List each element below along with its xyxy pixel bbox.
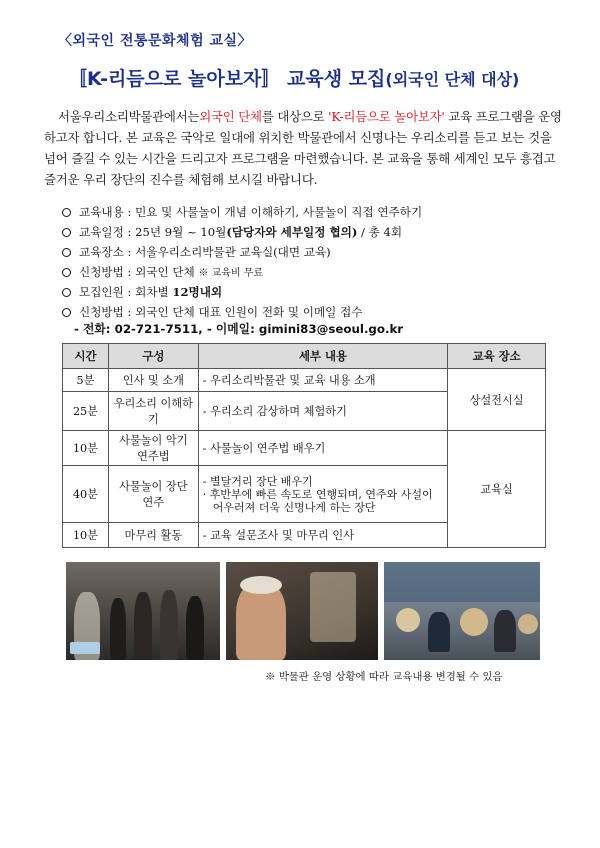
table-row bbox=[63, 369, 546, 392]
intro-text-2: 를 대상으로 bbox=[261, 109, 329, 124]
cell-part: 사물놀이 악기 연주법 bbox=[108, 431, 198, 466]
cell-part: 사물놀이 장단 연주 bbox=[108, 466, 198, 523]
photo-instrument-view bbox=[226, 562, 378, 660]
info-apply-note: ※ 교육비 무료 bbox=[198, 268, 264, 279]
info-schedule-suffix: / 총 4회 bbox=[357, 225, 403, 239]
intro-text-3: 교육 프로그램을 운영하고자 합니다. 본 교육은 국악로 일대에 위치한 박물관에서 신명나는 우리소리를 듣고 보는 것을 넘어 즐길 수 있는 시간을 드리고자 프로그램을 마련했습니다. 본 교육을 통해 세계인 모두 흥겹고 즐거운 우리 장단의 진수를 체험해 보시길 바랍니다. bbox=[44, 109, 562, 187]
table-header-row bbox=[63, 344, 546, 369]
detail-line-1: - 별달거리 장단 배우기 bbox=[202, 474, 313, 488]
intro-paragraph bbox=[44, 106, 564, 190]
cap-shape bbox=[240, 576, 282, 594]
cell-place-exhibit: 상설전시실 bbox=[448, 369, 546, 431]
person-silhouette bbox=[186, 596, 204, 660]
intro-highlight-program: 'K-리듬으로 놀아보자' bbox=[328, 109, 445, 124]
info-item-content bbox=[62, 202, 562, 222]
info-item-schedule bbox=[62, 222, 562, 242]
person-silhouette bbox=[134, 592, 152, 660]
circle-bullet-icon bbox=[62, 228, 71, 237]
cell-detail: - 우리소리 감상하며 체험하기 bbox=[198, 392, 447, 431]
info-item-place bbox=[62, 242, 562, 262]
info-schedule-bold: (담당자와 세부일정 협의) bbox=[226, 225, 358, 239]
cell-time: 40분 bbox=[63, 466, 109, 523]
person-silhouette bbox=[428, 612, 450, 652]
photo-strip bbox=[66, 562, 540, 662]
cell-detail bbox=[198, 466, 447, 523]
circle-bullet-icon bbox=[62, 288, 71, 297]
person-silhouette bbox=[110, 598, 126, 660]
program-info-list bbox=[62, 202, 562, 322]
header-time: 시간 bbox=[63, 344, 109, 369]
schedule-table bbox=[62, 343, 546, 548]
header-place: 교육 장소 bbox=[448, 344, 546, 369]
header-detail: 세부 내용 bbox=[198, 344, 447, 369]
info-apply-method-text: 신청방법 : 외국인 단체 대표 인원이 전화 및 이메일 접수 bbox=[79, 305, 363, 319]
cell-part: 우리소리 이해하기 bbox=[108, 392, 198, 431]
header-part: 구성 bbox=[108, 344, 198, 369]
cell-place-classroom: 교육실 bbox=[448, 431, 546, 548]
info-item-apply bbox=[62, 262, 562, 282]
photo-samulnori-class bbox=[384, 562, 540, 660]
person-silhouette bbox=[494, 610, 516, 652]
change-notice: ※ 박물관 운영 상황에 따라 교육내용 변경될 수 있음 bbox=[265, 671, 503, 683]
detail-line-2: · 후반부에 빠른 속도로 연행되며, 연주와 사설이 어우러져 더욱 신명나게 하는 장단 bbox=[202, 487, 433, 514]
info-item-apply-method bbox=[62, 302, 562, 322]
cell-detail: - 사물놀이 연주법 배우기 bbox=[198, 431, 447, 466]
cell-detail: - 우리소리박물관 및 교육 내용 소개 bbox=[198, 369, 447, 392]
info-apply-text: 신청방법 : 외국인 단체 bbox=[79, 265, 199, 279]
program-subtitle: 〈외국인 전통문화체험 교실〉 bbox=[58, 33, 253, 49]
info-capacity-bold: 12명내외 bbox=[172, 285, 223, 299]
info-content-text: 교육내용 : 민요 및 사물놀이 개념 이해하기, 사물놀이 직접 연주하기 bbox=[79, 205, 423, 219]
screen-display bbox=[70, 642, 100, 654]
title-target: (외국인 단체 대상) bbox=[385, 70, 520, 89]
drum-shape bbox=[460, 608, 488, 636]
intro-text-1: 서울우리소리박물관에서는 bbox=[58, 109, 200, 124]
intro-highlight-target: 외국인 단체 bbox=[199, 109, 262, 124]
circle-bullet-icon bbox=[62, 308, 71, 317]
circle-bullet-icon bbox=[62, 208, 71, 217]
table-row bbox=[63, 431, 546, 466]
info-capacity-text: 모집인원 : 회차별 bbox=[79, 285, 173, 299]
title-main: 〚K-리듬으로 놀아보자〛 교육생 모집 bbox=[68, 68, 386, 90]
cell-time: 5분 bbox=[63, 369, 109, 392]
recruitment-title bbox=[68, 64, 519, 91]
info-place-text: 교육장소 : 서울우리소리박물관 교육실(대면 교육) bbox=[79, 245, 331, 259]
cell-detail: - 교육 설문조사 및 마무리 인사 bbox=[198, 523, 447, 548]
info-item-capacity bbox=[62, 282, 562, 302]
cell-time: 10분 bbox=[63, 431, 109, 466]
cell-time: 10분 bbox=[63, 523, 109, 548]
contact-info: - 전화: 02-721-7511, - 이메일: gimini83@seoul.go.kr bbox=[74, 322, 404, 336]
cell-part: 마무리 활동 bbox=[108, 523, 198, 548]
person-silhouette bbox=[160, 590, 178, 660]
drum-shape bbox=[396, 608, 420, 632]
bookshelf-wall bbox=[384, 562, 540, 602]
exhibit-case bbox=[310, 572, 356, 642]
drum-shape bbox=[518, 614, 538, 634]
photo-museum-tour bbox=[66, 562, 220, 660]
circle-bullet-icon bbox=[62, 268, 71, 277]
info-schedule-text: 교육일정 : 25년 9월 ~ 10월 bbox=[79, 225, 227, 239]
cell-part: 인사 및 소개 bbox=[108, 369, 198, 392]
circle-bullet-icon bbox=[62, 248, 71, 257]
cell-time: 25분 bbox=[63, 392, 109, 431]
